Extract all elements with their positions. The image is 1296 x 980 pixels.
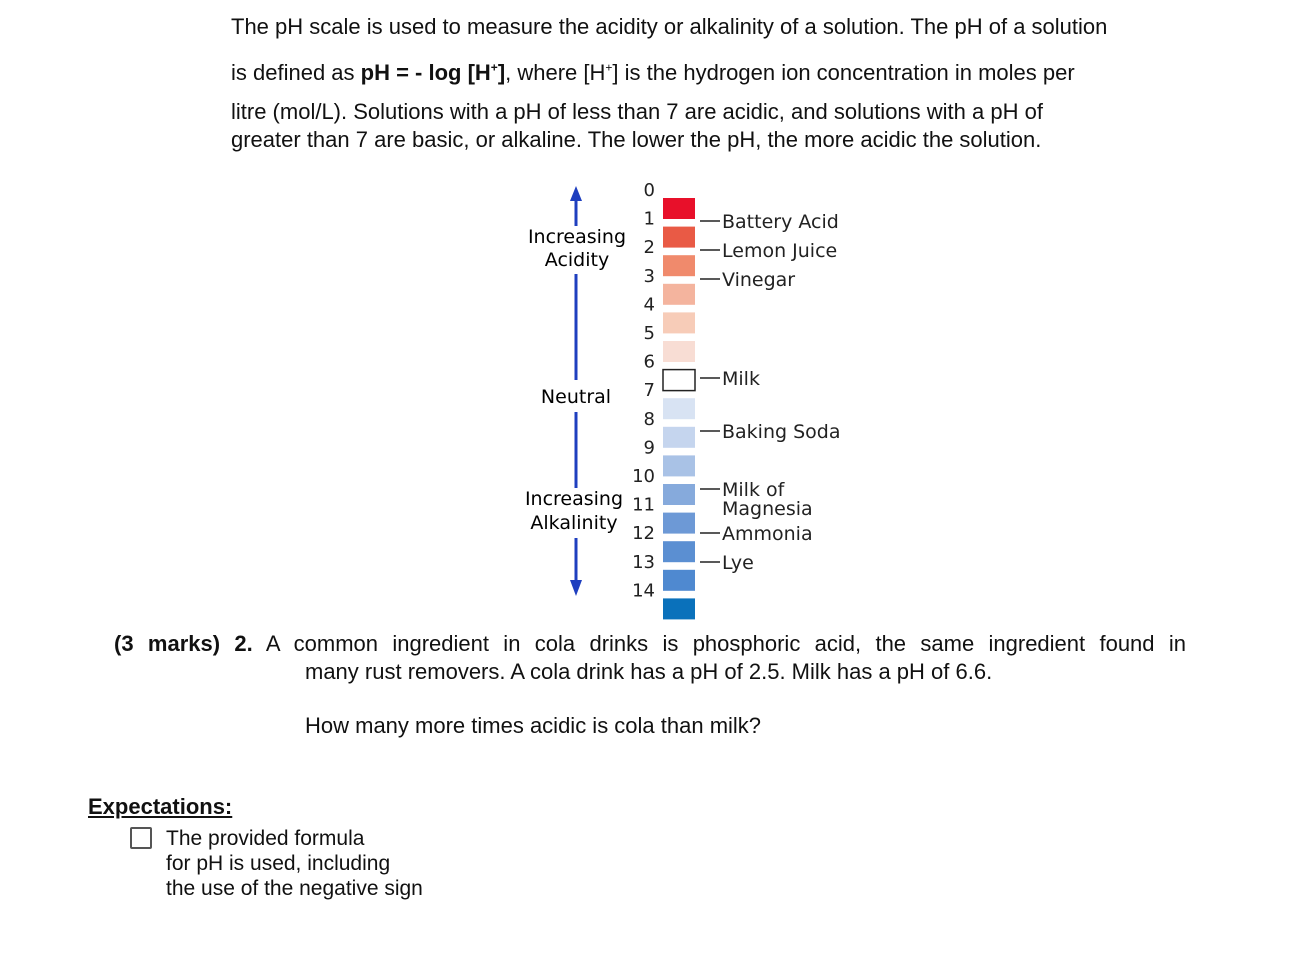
ph-number-3: 3 [643,265,655,287]
ph-swatch-5 [663,312,695,333]
ph-number-2: 2 [643,237,655,259]
question-2 [114,630,1186,740]
battery-acid-label: Battery Acid [722,211,839,233]
expectations-section [88,794,423,900]
ph-number-7: 7 [643,380,655,402]
ph-swatch-10 [663,455,695,476]
ph-swatch-1 [663,198,695,219]
ph-swatch-7 [663,370,695,391]
ammonia-label: Ammonia [722,523,813,545]
milk-label: Milk [722,368,760,390]
expectation-line-2: for pH is used, including [166,852,391,875]
increasing-acidity-label-2: Acidity [544,249,610,271]
vinegar-label: Vinegar [722,269,796,291]
intro-line-3: litre (mol/L). Solutions with a pH of less than 7 are acidic, and solutions with a pH of [231,99,1043,124]
ph-formula-main: pH = - log [H [360,60,491,85]
ph-swatch-6 [663,341,695,362]
acidity-arrows [570,186,582,596]
ph-swatch-15 [663,598,695,619]
expectations-heading: Expectations: [88,794,233,819]
ph-swatch-3 [663,255,695,276]
down-arrowhead-icon [570,580,582,596]
ph-formula-end: ] [497,60,506,85]
ph-swatch-12 [663,513,695,534]
ph-number-1: 1 [643,208,655,230]
side-labels [525,226,626,534]
question-text-line-1: A common ingredient in cola drinks is phosphoric acid, the same ingredient found in [265,631,1186,656]
ph-number-column [632,180,655,601]
ph-swatch-13 [663,541,695,562]
ph-number-6: 6 [643,351,655,373]
milk-of-magnesia-label-1: Milk of [722,479,785,501]
ph-swatch-4 [663,284,695,305]
intro-line-1: The pH scale is used to measure the acidity or alkalinity of a solution. The pH of a solution [231,14,1108,39]
expectation-checkbox[interactable] [130,827,152,849]
milk-of-magnesia-label-2: Magnesia [722,498,813,520]
baking-soda-label: Baking Soda [722,421,841,443]
ph-formula-superscript: + [490,60,498,75]
question-ask: How many more times acidic is cola than milk? [305,713,762,738]
ph-number-8: 8 [643,408,655,430]
intro-line-4: greater than 7 are basic, or alkaline. The lower the pH, the more acidic the solution. [231,127,1042,152]
intro-line-2-mid: , where [H [505,60,606,85]
ph-number-11: 11 [632,494,655,516]
expectation-text [166,826,466,901]
question-marks: (3 marks) 2. [114,631,253,656]
ph-number-4: 4 [643,294,655,316]
increasing-alkalinity-label-2: Alkalinity [530,512,618,534]
neutral-label: Neutral [540,386,612,408]
expectation-line-3: the use of the negative sign [166,877,423,900]
hydrogen-superscript: + [605,60,613,75]
lemon-juice-label: Lemon Juice [722,240,838,262]
ph-number-13: 13 [632,551,655,573]
up-arrowhead-icon [570,186,582,201]
increasing-acidity-label-1: Increasing [527,226,627,248]
expectation-line-1: The provided formula [166,827,365,850]
ph-swatch-2 [663,227,695,248]
lye-label: Lye [722,552,754,574]
ph-number-0: 0 [643,180,655,201]
ph-number-12: 12 [632,523,655,545]
substance-labels [700,211,841,574]
intro-line-2-post: ] is the hydrogen ion concentration in moles per [612,60,1075,85]
ph-formula [361,60,506,85]
ph-number-10: 10 [632,466,655,487]
ph-number-14: 14 [632,580,655,602]
question-first-line [114,630,1186,658]
intro-line-2 [231,60,1075,86]
ph-number-5: 5 [643,323,655,344]
ph-color-swatches [663,198,695,619]
ph-number-9: 9 [643,437,655,459]
question-text-line-2: many rust removers. A cola drink has a pH of 2.5. Milk has a pH of 6.6. [305,659,993,684]
ph-swatch-8 [663,398,695,419]
intro-line-2-pre: is defined as [231,60,361,85]
increasing-alkalinity-label-1: Increasing [524,488,624,510]
ph-swatch-14 [663,570,695,591]
ph-swatch-9 [663,427,695,448]
ph-swatch-11 [663,484,695,505]
